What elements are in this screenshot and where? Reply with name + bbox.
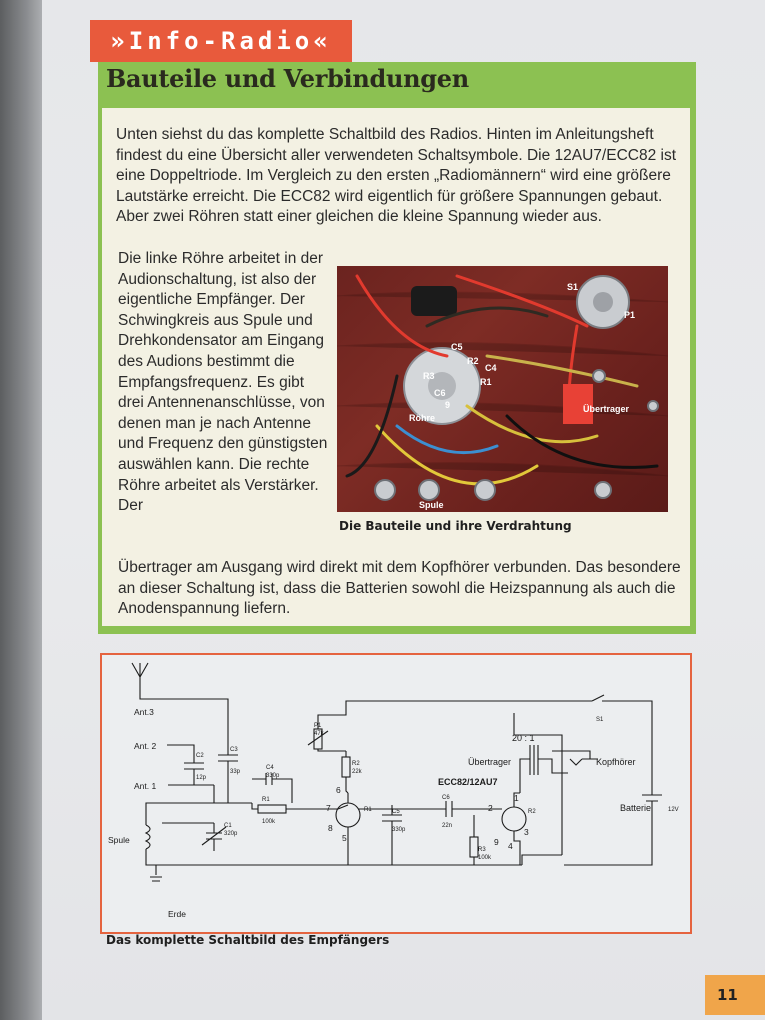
photo-label-p1: P1: [624, 310, 636, 320]
page-number: 11: [705, 975, 765, 1015]
photo-label-spule: Spule: [419, 500, 444, 510]
schematic-caption: Das komplette Schaltbild des Empfängers: [106, 933, 390, 947]
sch-label-ant3: Ant.3: [134, 707, 154, 717]
schematic-diagram: [102, 655, 690, 932]
switch-part: [411, 286, 457, 316]
sch-label-tube: ECC82/12AU7: [438, 777, 498, 787]
sch-label-uebertrager: Übertrager: [468, 757, 512, 767]
sch-label-s1: S1: [596, 717, 604, 723]
sch-label-pin4: 4: [508, 841, 513, 851]
photo-caption: Die Bauteile und ihre Verdrahtung: [339, 519, 572, 533]
sch-label-c2: C2: [196, 753, 204, 759]
sch-label-tr1: R1: [364, 807, 372, 813]
sch-label-p1v: 47k: [314, 731, 324, 737]
photo-label-c6: C6: [434, 388, 446, 398]
photo-label-c4: C4: [485, 363, 497, 373]
photo-label-roehre: Röhre: [409, 413, 436, 423]
photo-label-r1: R1: [480, 377, 492, 387]
sch-label-pin5: 5: [342, 833, 347, 843]
sch-label-r3: R3: [478, 847, 486, 853]
photo-label-uebertrager: Übertrager: [583, 404, 630, 414]
sch-label-c6: C6: [442, 795, 450, 801]
sch-label-tr2: R2: [528, 809, 536, 815]
sch-label-ant1: Ant. 1: [134, 781, 157, 791]
photo-label-pin9: 9: [445, 400, 451, 410]
sch-label-erde: Erde: [168, 909, 186, 919]
sch-label-pin7: 7: [326, 803, 331, 813]
sch-label-r2v: 22k: [352, 769, 362, 775]
sch-label-c2v: 12p: [196, 775, 207, 781]
sch-label-r2: R2: [352, 761, 360, 767]
sch-label-p1: P1: [314, 723, 322, 729]
sch-label-pin2: 2: [488, 803, 493, 813]
sch-label-batv: 12V: [668, 807, 679, 813]
sch-label-pin6: 6: [336, 785, 341, 795]
closing-paragraph: Übertrager am Ausgang wird direkt mit dem Kopfhörer verbunden. Das besondere an dieser Schaltung ist, dass die Batterien sowohl die Heizspannung als auch die Anodenspannung liefern.: [118, 559, 681, 618]
photo-label-r2: R2: [467, 356, 479, 366]
sch-label-c1: C1: [224, 823, 232, 829]
sch-label-c3v: 33p: [230, 769, 241, 775]
sch-label-batterie: Batterie: [620, 803, 652, 813]
components-photo: [337, 266, 668, 512]
sch-label-spule: Spule: [108, 835, 130, 845]
sch-label-c3: C3: [230, 747, 238, 753]
sch-label-c1v: 320p: [224, 831, 238, 837]
sch-label-r1v: 100k: [262, 819, 276, 825]
photo-label-c5: C5: [451, 342, 463, 352]
section-banner: »Info-Radio«: [90, 20, 352, 62]
schematic-frame: [100, 653, 692, 934]
photo-label-r3: R3: [423, 371, 435, 381]
sch-label-kopfhoerer: Kopfhörer: [596, 757, 636, 767]
sch-label-c4: C4: [266, 765, 274, 771]
sch-label-pin9: 9: [494, 837, 499, 847]
sch-label-r1: R1: [262, 797, 270, 803]
photo-illustration: [337, 266, 668, 512]
sch-label-c5: C5: [392, 809, 400, 815]
sch-label-pin1: 1: [514, 793, 519, 803]
sch-label-pin3: 3: [524, 827, 529, 837]
sch-label-r3v: 100k: [478, 855, 492, 861]
column-paragraph: Die linke Röhre arbeitet in der Audionschaltung, ist also der eigentliche Empfänger. Der Schwingkreis aus Spule und Drehkondensator am Eingang des Audions bestimmt die Empfangsfrequenz. Es gibt drei Antennenanschlüsse, von denen man je nach Antenne und Frequenz den günstigsten auswählen kann. Die rechte Röhre arbeitet als Verstärker. Der: [118, 250, 328, 515]
sch-label-ratio: 20 : 1: [512, 733, 535, 743]
sch-label-c4v: 330p: [266, 773, 280, 779]
photo-label-s1: S1: [567, 282, 579, 292]
intro-paragraph: Unten siehst du das komplette Schaltbild des Radios. Hinten im Anleitungsheft findest du eine Übersicht aller verwendeten Schaltsymbole. Die 12AU7/ECC82 ist eine Doppeltriode. Im Vergleich zu den ersten „Radiomännern“ wird eine größere Lautstärke erreicht. Die ECC82 wird eigentlich für größere Spannungen gebaut. Aber zwei Röhren statt einer gleichen die kleine Spannung wieder aus.: [116, 126, 677, 226]
sch-label-pin8: 8: [328, 823, 333, 833]
sch-label-ant2: Ant. 2: [134, 741, 157, 751]
page-edge: [0, 0, 48, 1020]
sch-label-c5v: 330p: [392, 827, 406, 833]
page-heading: Bauteile und Verbindungen: [106, 64, 469, 93]
sch-label-c6v: 22n: [442, 823, 453, 829]
